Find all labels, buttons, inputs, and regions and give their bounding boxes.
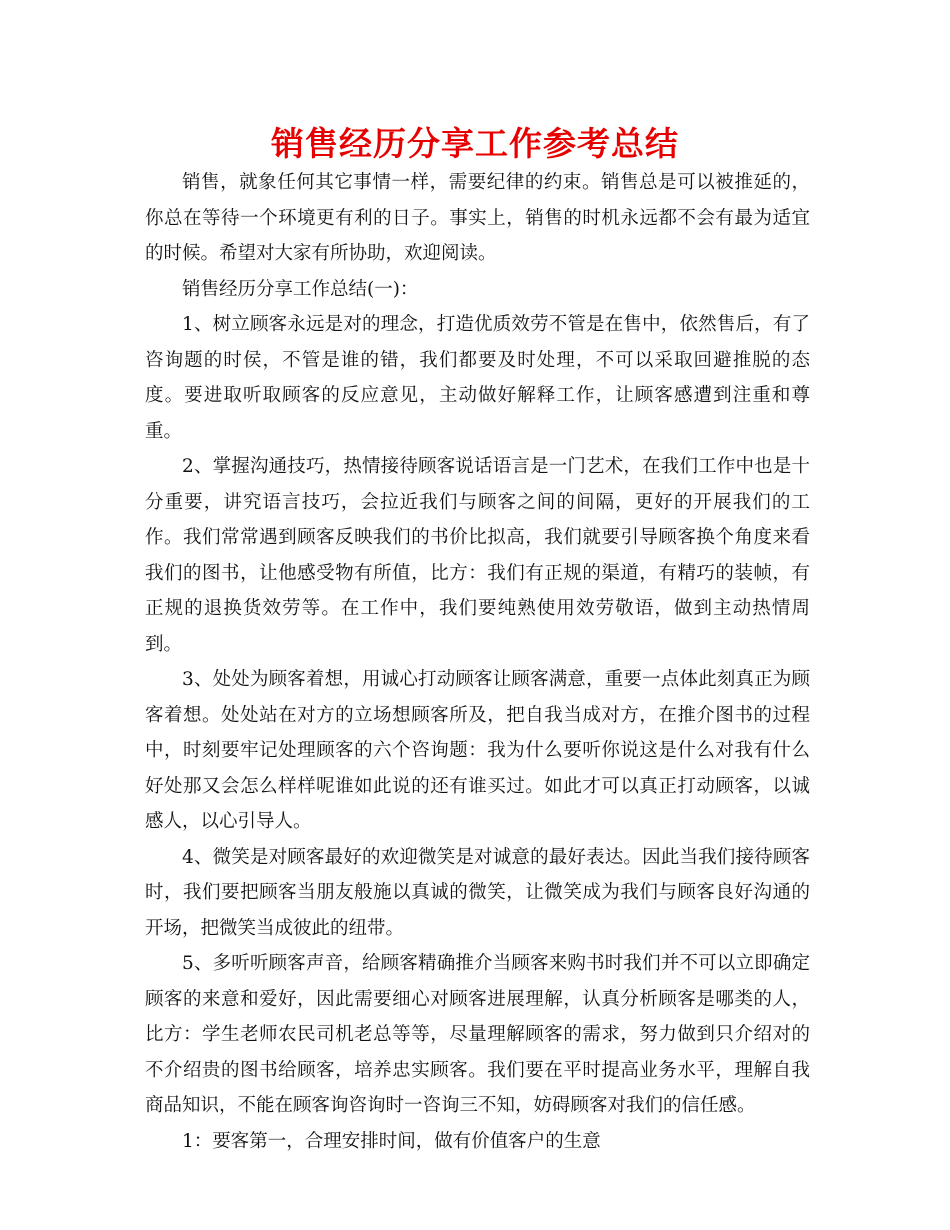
paragraph-point-3: 3、处处为顾客着想，用诚心打动顾客让顾客满意，重要一点体此刻真正为顾客着想。处处站在对方的立场想顾客所及，把自我当成对方，在推介图书的过程中，时刻要牢记处理顾客的六个咨询题：我为什么要听你说这是什么对我有什么好处那又会怎么样样呢谁如此说的还有谁买过。如此才可以真正打动顾客，以诚感人，以心引导人。 (145, 669, 810, 832)
paragraph-point-2: 2、掌握沟通技巧，热情接待顾客说话语言是一门艺术，在我们工作中也是十分重要，讲究语言技巧，会拉近我们与顾客之间的间隔，更好的开展我们的工作。我们常常遇到顾客反映我们的书价比拟高，我们就要引导顾客换个角度来看我们的图书，让他感受物有所值，比方：我们有正规的渠道，有精巧的装帧，有正规的退换货效劳等。在工作中，我们要纯熟使用效劳敬语，做到主动热情周到。 (145, 456, 810, 655)
paragraph-point-1: 1、树立顾客永远是对的理念，打造优质效劳不管是在售中，依然售后，有了咨询题的时侯，不管是谁的错，我们都要及时处理，不可以采取回避推脱的态度。要进取听取顾客的反应意见，主动做好解释工作，让顾客感遭到注重和尊重。 (145, 314, 810, 442)
intro-paragraph: 销售，就象任何其它事情一样，需要纪律的约束。销售总是可以被推延的，你总在等待一个环境更有利的日子。事实上，销售的时机永远都不会有最为适宜的时候。希望对大家有所协助，欢迎阅读。 (145, 172, 810, 264)
document-body (145, 165, 810, 1159)
paragraph-subpoint-1: 1：要客第一，合理安排时间，做有价值客户的生意 (182, 1130, 601, 1152)
document-title: 销售经历分享工作参考总结 (271, 124, 679, 163)
paragraph-point-4: 4、微笑是对顾客最好的欢迎微笑是对诚意的最好表达。因此当我们接待顾客时，我们要把顾客当朋友般施以真诚的微笑，让微笑成为我们与顾客良好沟通的开场，把微笑当成彼此的纽带。 (145, 846, 810, 939)
paragraph-point-5: 5、多听听顾客声音，给顾客精确推介当顾客来购书时我们并不可以立即确定顾客的来意和爱好，因此需要细心对顾客进展理解，认真分析顾客是哪类的人，比方：学生老师农民司机老总等等，尽量理解顾客的需求，努力做到只介绍对的不介绍贵的图书给顾客，培养忠实顾客。我们要在平时提高业务水平，理解自我商品知识，不能在顾客询咨询时一咨询三不知，妨碍顾客对我们的信任感。 (145, 953, 810, 1116)
section-heading: 销售经历分享工作总结(一)： (182, 278, 419, 300)
